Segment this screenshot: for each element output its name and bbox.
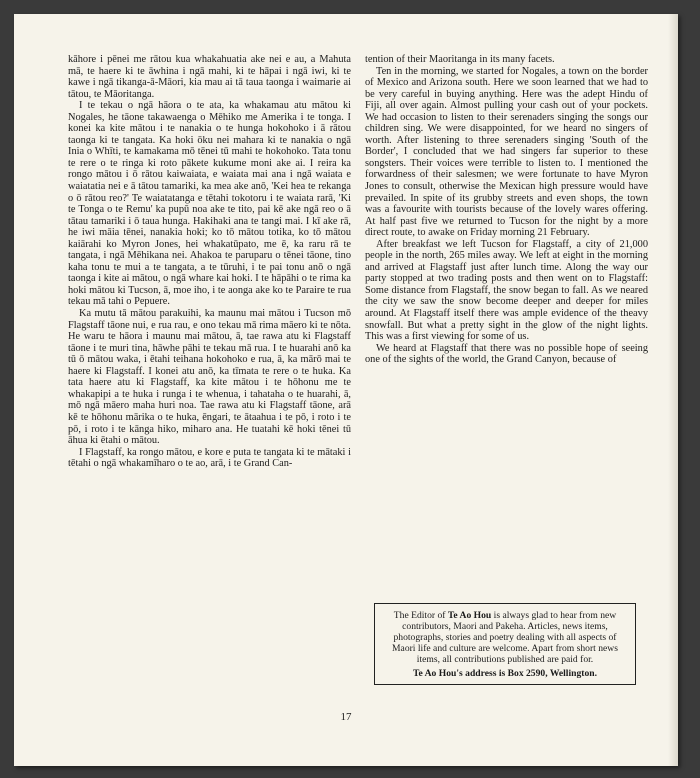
paragraph: tention of their Maoritanga in its many facets. bbox=[365, 54, 555, 65]
paragraph: kāhore i pēnei me rātou kua whakahuatia ake nei e au, a Mahuta mā, te haere ki te āwhina i ngā mahi, ki te hāpai i ngā iwi, ki te kawe i ngā tikanga-ā-Māori, kia mau ai tā taua taonga i waimarie ai tātou, te Māoritanga. bbox=[68, 54, 351, 100]
paragraph: Ten in the morning, we started for Nogales, a town on the border of Mexico and Arizona south. Here we soon learned that we had to be very careful in buying anything. Here was the adept Hindu of Fiji, all over again. Almost pulling your cash out of your pockets. We had occasion to listen to their serenaders singing the songs our children sing. We were disappointed, for we heard no singers of worth. After listening to three serenaders singing 'South of the Border', I concluded that we had singers far superior to these songsters. Their voices were terrible to listen to. I mentioned the forwardness of their salesmen; we were fortunate to have Myron Jones to consult, otherwise the Mexican high pressure would have prevailed. In spite of its grubby streets and even shops, the town was a favourite with tourists because of the lovely wares offering. At half past five we returned to Tucson for the night by a more direct route, to awake on Friday morning 21 February. bbox=[365, 65, 648, 239]
paragraph: We heard at Flagstaff that there was no possible hope of seeing one of the sights of the world, the Grand Canyon, because of bbox=[365, 342, 648, 366]
notice-text: is always glad to hear from new contributors, Maori and Pakeha. Articles, news items, photographs, stories and poetry dealing with all aspects of Maori life and culture are welcome. Apart from short news items, all contributions published are paid for. bbox=[392, 610, 618, 665]
english-text-column bbox=[365, 54, 648, 366]
notice-body bbox=[382, 610, 628, 665]
paragraph: I Flagstaff, ka rongo mātou, e kore e puta te tangata ki te mātaki i tētahi o ngā whakamīharo o te ao, arā, i te Grand Can- bbox=[68, 446, 351, 470]
notice-address: Te Ao Hou's address is Box 2590, Wellington. bbox=[412, 668, 597, 679]
page-number: 17 bbox=[340, 711, 352, 723]
paragraph: After breakfast we left Tucson for Flagstaff, a city of 21,000 people in the north, 265 miles away. We left at eight in the morning and arrived at Flagstaff just after lunch time. Along the way our party stopped at two trading posts and then went on to Flagstaff: Some distance from Flagstaff, the snow began to fall. As we neared the city we saw the snow become deeper and deeper for miles around. At Flagstaff itself there was ample evidence of the theavy snowfall. But what a pretty sight in the glow of the night lights. This was a first viewing for some of us. bbox=[365, 238, 648, 343]
paragraph: Ka mutu tā mātou parakuihi, ka maunu mai mātou i Tucson mō Flagstaff tāone nui, e rua rau, e ono tekau mā rima māero ki te nōta. He waru te hāora i maunu mai mātou, ā, tae rawa atu ki Flagstaff tāone i te muri tina, hāwhe pāhi te tekau mā rua. I te huarahi anō ka tū ō mātou waka, i ētahi teihana hokohoko e rua, ā, ka mārō mai te haere ki Flagstaff. I konei atu anō, ka tīmata te rere o te huka. Ka tata haere atu ki Flagstaff, ka kite mātou i te hōhonu me te whakapipi a te huka i runga i te whenua, i tahataha o te huarahi, ā, mō ngā māero maha huri noa. Tae rawa atu ki Flagstaff tāone, arā kē te hōhonu mārika o te huka, ēngari, te ātaahua i te pō, i roto i te pō, i roto i te kānga hiko, miharo ana. He tuatahi kē hoki tēnei tū āhua ki ētahi o mātou. bbox=[68, 308, 351, 447]
magazine-page bbox=[14, 14, 678, 766]
maori-text-column bbox=[68, 54, 351, 470]
page-edge-shadow bbox=[668, 14, 678, 766]
paragraph: I te tekau o ngā hāora o te ata, ka whakamau atu mātou ki Nogales, he tāone takawaenga o Mēhiko me Amerika i te tonga. I konei ka kite mātou i te nanakia o te hunga hokohoko i ā rātou taonga ki te tangata. Ka hoki ōku nei mahara ki te nanakia o ngā Inia o Whīti, te kamakama mō tēnei tū mahi te hokohoko. Tata tonu te rere o te ringa ki roto pākete kukume moni ake ai. I reira ka rongo mātou i ō rātou kaiwaiata, e waiata mai ana i ngā waiata e waiatatia nei e ā tātou tamariki, ka mea ake anō, 'Kei hea te rekanga o ō rātou reo?' Te waiatatanga e tētahi tokotoru i te waiata rarā, 'Ki te Tonga o te Remu' ka pupū noa ake te tito, pai kē ake ngā reo o ā tātau tamariki i ō taua hunga. Hakihaki ana te tangi mai. I kī ake rā, he iwi māia tēnei, nanakia hoki; ko tō mātou totika, ko tō mātou kaiārahi ko Myron Jones, hei whakatūpato, me ē, ka raru rā te tangata, i ngā Mēhikana nei. Ahakoa te paruparu o tēnei tāone, tino kaha tonu te mui a te tangata, a te tūruhi, i te pai tonu anō o ngā taonga i kite ai mātou, o ngā whare kai hoki. I te hāpāhi o te rima ka hoki mātou ki Tucson, ā, moe iho, i te aonga ake ko te Paraire te rua tekau mā tahi o Pepuere. bbox=[68, 100, 351, 308]
magazine-name: Te Ao Hou bbox=[447, 610, 492, 621]
notice-text: The Editor of bbox=[393, 610, 448, 621]
editor-notice-box bbox=[374, 603, 636, 685]
